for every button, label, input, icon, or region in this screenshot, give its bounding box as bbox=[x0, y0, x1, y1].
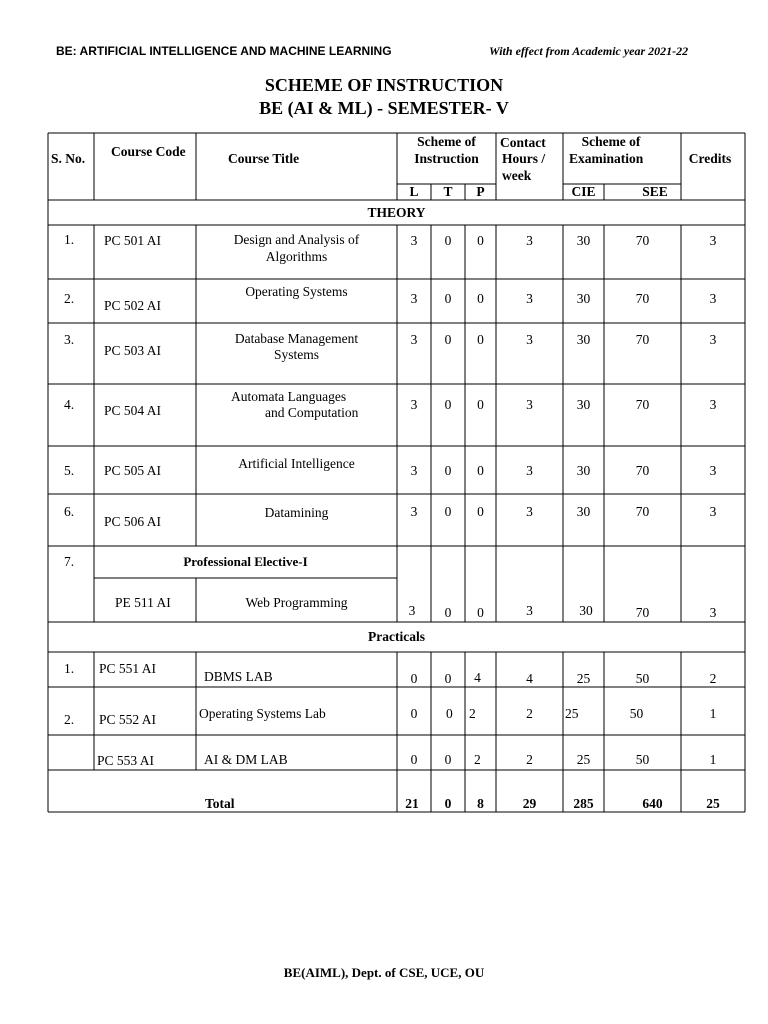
t: 0 bbox=[444, 504, 452, 519]
p: 4 bbox=[474, 670, 481, 685]
cie: 30 bbox=[576, 463, 591, 478]
col-cie: CIE bbox=[571, 184, 596, 199]
see: 70 bbox=[635, 605, 650, 620]
p: 2 bbox=[474, 752, 481, 767]
hours: 3 bbox=[526, 291, 533, 306]
cie: 30 bbox=[576, 233, 591, 248]
t: 0 bbox=[444, 291, 452, 306]
cie: 30 bbox=[576, 291, 591, 306]
hours: 3 bbox=[526, 397, 533, 412]
col-contact: Hours / bbox=[502, 151, 546, 166]
col-credits: Credits bbox=[688, 151, 732, 166]
total-hours: 29 bbox=[522, 796, 537, 811]
total-label: Total bbox=[205, 796, 235, 811]
course-title: Algorithms bbox=[265, 249, 328, 264]
p: 2 bbox=[469, 706, 476, 721]
t: 0 bbox=[446, 706, 453, 721]
see: 70 bbox=[635, 397, 650, 412]
course-title: Operating Systems bbox=[245, 284, 348, 299]
header-left: BE: ARTIFICIAL INTELLIGENCE AND MACHINE LEARNING bbox=[56, 44, 392, 58]
sno: 2. bbox=[64, 712, 75, 727]
course-title: Database Management bbox=[234, 331, 359, 346]
t: 0 bbox=[444, 752, 452, 767]
total-see: 640 bbox=[642, 796, 663, 811]
section-theory: THEORY bbox=[367, 205, 426, 220]
col-scheme-exam: Examination bbox=[569, 151, 644, 166]
p: 0 bbox=[477, 504, 484, 519]
course-code: PC 504 AI bbox=[104, 403, 162, 418]
course-title: Design and Analysis of bbox=[233, 232, 360, 247]
col-code: Course Code bbox=[111, 144, 186, 159]
t: 0 bbox=[444, 397, 452, 412]
credits: 3 bbox=[709, 397, 717, 412]
hours: 2 bbox=[526, 706, 533, 721]
t: 0 bbox=[444, 463, 452, 478]
credits: 1 bbox=[709, 706, 717, 721]
course-title: AI & DM LAB bbox=[204, 752, 288, 767]
col-see: SEE bbox=[642, 184, 668, 199]
hours: 3 bbox=[526, 504, 533, 519]
p: 0 bbox=[477, 463, 484, 478]
credits: 1 bbox=[709, 752, 717, 767]
l: 3 bbox=[408, 603, 416, 618]
course-code: PC 503 AI bbox=[104, 343, 162, 358]
course-title: DBMS LAB bbox=[204, 669, 273, 684]
col-title: Course Title bbox=[228, 151, 300, 166]
section-practicals: Practicals bbox=[368, 629, 425, 644]
col-t: T bbox=[443, 184, 453, 199]
total-credits: 25 bbox=[706, 796, 720, 811]
credits: 3 bbox=[709, 605, 717, 620]
l: 3 bbox=[410, 233, 418, 248]
t: 0 bbox=[444, 233, 452, 248]
see: 70 bbox=[635, 291, 650, 306]
course-code: PC 553 AI bbox=[97, 753, 155, 768]
total-cie: 285 bbox=[573, 796, 594, 811]
hours: 3 bbox=[526, 603, 533, 618]
see: 50 bbox=[635, 671, 650, 686]
see: 70 bbox=[635, 332, 650, 347]
hours: 3 bbox=[526, 463, 533, 478]
col-scheme-instr: Scheme of bbox=[417, 134, 476, 149]
course-title: Datamining bbox=[264, 505, 329, 520]
course-title: and Computation bbox=[265, 405, 359, 420]
course-title: Operating Systems Lab bbox=[199, 706, 326, 721]
cie: 30 bbox=[576, 332, 591, 347]
col-sno: S. No. bbox=[51, 151, 86, 166]
col-p: P bbox=[476, 184, 485, 199]
see: 70 bbox=[635, 463, 650, 478]
page-subtitle: BE (AI & ML) - SEMESTER- V bbox=[259, 98, 509, 118]
see: 70 bbox=[635, 504, 650, 519]
total-p: 8 bbox=[477, 796, 484, 811]
t: 0 bbox=[444, 671, 452, 686]
p: 0 bbox=[477, 605, 484, 620]
sno: 1. bbox=[64, 232, 75, 247]
p: 0 bbox=[477, 397, 484, 412]
col-l: L bbox=[409, 184, 419, 199]
hours: 3 bbox=[526, 332, 533, 347]
p: 0 bbox=[477, 233, 484, 248]
credits: 3 bbox=[709, 332, 717, 347]
cie: 25 bbox=[576, 671, 591, 686]
course-code: PC 501 AI bbox=[104, 233, 162, 248]
p: 0 bbox=[477, 291, 484, 306]
hours: 3 bbox=[526, 233, 533, 248]
course-title: Automata Languages bbox=[231, 389, 347, 404]
credits: 2 bbox=[709, 671, 717, 686]
see: 50 bbox=[629, 706, 644, 721]
course-code: PC 502 AI bbox=[104, 298, 162, 313]
course-title: Web Programming bbox=[245, 595, 348, 610]
col-contact: Contact bbox=[500, 135, 546, 150]
t: 0 bbox=[444, 605, 452, 620]
cie: 30 bbox=[576, 397, 591, 412]
course-title: Artificial Intelligence bbox=[238, 456, 355, 471]
l: 0 bbox=[410, 671, 418, 686]
t: 0 bbox=[444, 332, 452, 347]
elective-heading: Professional Elective-I bbox=[183, 554, 308, 569]
course-title: Systems bbox=[273, 347, 319, 362]
credits: 3 bbox=[709, 233, 717, 248]
header-right: With effect from Academic year 2021-22 bbox=[489, 44, 689, 58]
course-code: PC 551 AI bbox=[99, 661, 157, 676]
l: 3 bbox=[410, 463, 418, 478]
course-code: PC 506 AI bbox=[104, 514, 162, 529]
sno: 2. bbox=[64, 291, 75, 306]
see: 70 bbox=[635, 233, 650, 248]
total-l: 21 bbox=[405, 796, 419, 811]
page-title: SCHEME OF INSTRUCTION bbox=[264, 75, 504, 95]
l: 0 bbox=[410, 706, 418, 721]
credits: 3 bbox=[709, 291, 717, 306]
l: 3 bbox=[410, 291, 418, 306]
sno: 7. bbox=[64, 554, 75, 569]
hours: 4 bbox=[526, 671, 533, 686]
p: 0 bbox=[477, 332, 484, 347]
cie: 30 bbox=[576, 504, 591, 519]
page-footer: BE(AIML), Dept. of CSE, UCE, OU bbox=[283, 965, 485, 980]
col-scheme-instr: Instruction bbox=[414, 151, 479, 166]
course-code: PC 552 AI bbox=[99, 712, 157, 727]
credits: 3 bbox=[709, 463, 717, 478]
course-code: PE 511 AI bbox=[115, 595, 171, 610]
sno: 4. bbox=[64, 397, 75, 412]
hours: 2 bbox=[526, 752, 533, 767]
cie: 25 bbox=[576, 752, 591, 767]
cie: 25 bbox=[565, 706, 579, 721]
credits: 3 bbox=[709, 504, 717, 519]
l: 0 bbox=[410, 752, 418, 767]
col-contact: week bbox=[502, 168, 532, 183]
sno: 5. bbox=[64, 463, 75, 478]
sno: 3. bbox=[64, 332, 75, 347]
sno: 6. bbox=[64, 504, 75, 519]
col-scheme-exam: Scheme of bbox=[581, 134, 641, 149]
l: 3 bbox=[410, 504, 418, 519]
total-t: 0 bbox=[444, 796, 452, 811]
see: 50 bbox=[635, 752, 650, 767]
course-code: PC 505 AI bbox=[104, 463, 162, 478]
l: 3 bbox=[410, 332, 418, 347]
l: 3 bbox=[410, 397, 418, 412]
sno: 1. bbox=[64, 661, 75, 676]
cie: 30 bbox=[579, 603, 593, 618]
